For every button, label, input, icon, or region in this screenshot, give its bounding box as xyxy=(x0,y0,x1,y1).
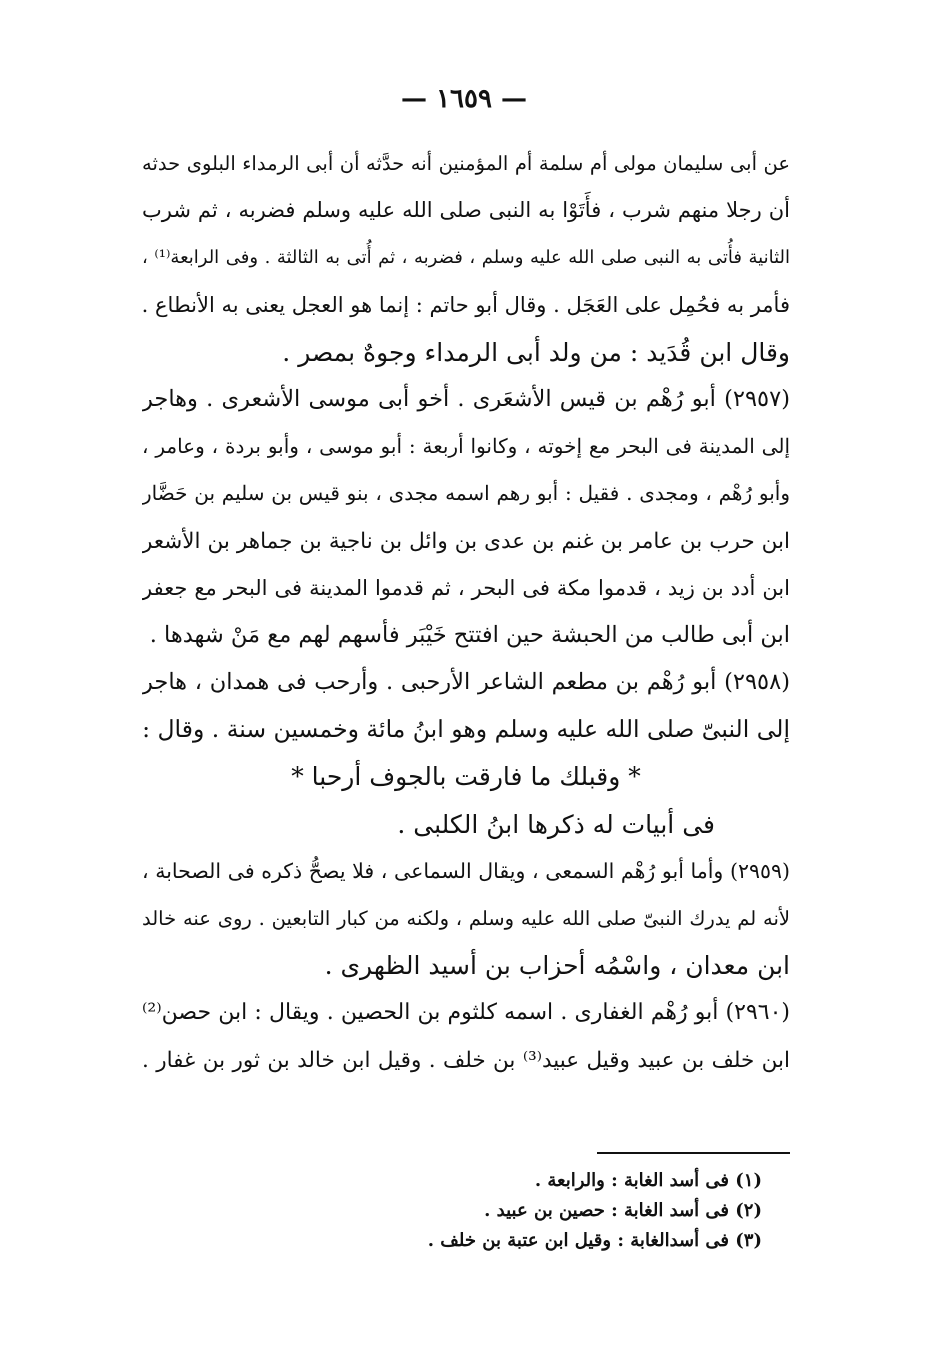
entry-2958-heading-line: (٢٩٥٨) أبو رُهْم بن مطعم الشاعر الأرحبى . وأرحب فى همدان ، هاجر xyxy=(142,669,790,696)
text-line-7: إلى المدينة فى البحر مع إخوته ، وكانوا أربعة : أبو موسى ، وأبو بردة ، وعامر ، xyxy=(142,434,790,459)
text-line-8: وأبو رُهْم ، ومجدى . فقيل : أبو رهم اسمه مجدى ، بنو قيس بن سليم بن حَضَّار xyxy=(142,481,790,506)
body-text xyxy=(142,140,790,1084)
entry-2960-heading-line: (٢٩٦٠) أبو رُهْم الغفارى . اسمه كلثوم بن الحصين . ويقال : ابن حصن⁽²⁾ xyxy=(142,1000,790,1026)
footnote-2: (٢) فى أسد الغابة : حصين بن عبيد . xyxy=(484,1200,762,1221)
footnotes xyxy=(300,1166,762,1256)
text-line-1: عن أبى سليمان مولى أم سلمة أم المؤمنين أنه حدَّثه أن أبى الرمداء البلوى حدثه xyxy=(142,152,790,175)
text-line-18: ابن معدان ، واسْمُه أحزاب بن أسيد الظهرى . xyxy=(324,951,790,981)
text-line-11: ابن أبى طالب من الحبشة حين افتتح خَيْبَر فأسهم لهم مع مَنْ شهدها . xyxy=(149,621,790,648)
entry-2957-heading-line: (٢٩٥٧) أبو رُهْم بن قيس الأشعَرى . أخو أبى موسى الأشعرى . وهاجر xyxy=(142,385,790,412)
text-line-17: لأنه لم يدرك النبىّ صلى الله عليه وسلم ، ولكنه من كبار التابعين . روى عنه خالد xyxy=(142,907,790,930)
footnote-3: (٣) فى أسدالغابة : وقيل ابن عتبة بن خلف . xyxy=(427,1230,762,1251)
text-line-15: فى أبيات له ذكرها ابنُ الكلبى . xyxy=(397,809,715,839)
text-line-20: ابن خلف بن عبيد وقيل عبيد⁽³⁾ بن خلف . وقيل ابن خالد بن ثور بن غفار . xyxy=(142,1047,790,1073)
poetry-verse: * وقبلك ما فارقت بالجوف أرحبا * xyxy=(291,762,641,792)
footnote-1: (١) فى أسد الغابة : والرابعة . xyxy=(534,1170,762,1191)
text-line-4: فأمر به فحُمِل على العَجَل . وقال أبو حاتم : إنما هو العجل يعنى به الأنطاع . xyxy=(142,292,790,317)
page-number: — ١٦٥٩ — xyxy=(401,84,527,114)
text-line-2: أن رجلا منهم شرب ، فأَتَوْا به النبى صلى الله عليه وسلم فضربه ، ثم شرب xyxy=(142,198,790,223)
text-line-10: ابن أدد بن زيد ، قدموا مكة فى البحر ، ثم قدموا المدينة فى البحر مع جعفر xyxy=(142,575,790,600)
footnote-divider xyxy=(597,1152,790,1154)
text-line-9: ابن حرب بن عامر بن غنم بن عدى بن وائل بن ناجية بن جماهر بن الأشعر xyxy=(142,528,790,554)
text-line-13: إلى النبىّ صلى الله عليه وسلم وهو ابنُ مائة وخمسين سنة . وقال : xyxy=(142,715,790,744)
text-line-5: وقال ابن قُدَيد : من ولد أبى الرمداء وجوهٌ بمصر . xyxy=(282,337,790,367)
entry-2959-heading-line: (٢٩٥٩) وأما أبو رُهْم السمعى ، ويقال السماعى ، فلا يصحُّ ذكره فى الصحابة ، xyxy=(142,858,790,883)
text-line-3: الثانية فأُتى به النبى صلى الله عليه وسلم ، فضربه ، ثم أُتى به الثالثة . وفى الرابعة⁽¹⁾ ، xyxy=(142,247,790,269)
